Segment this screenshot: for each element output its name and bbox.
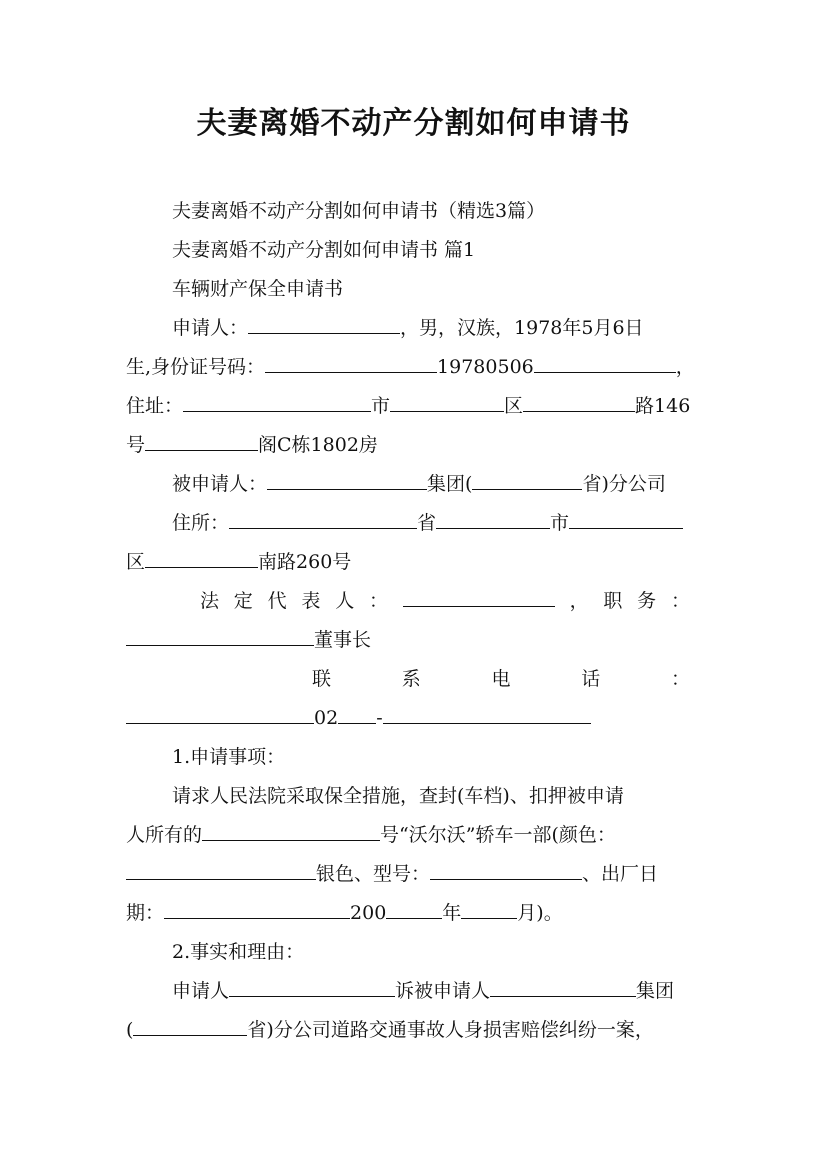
applicant-blank	[229, 978, 395, 997]
phone-dash: -	[376, 707, 383, 729]
respondent-blank-1	[267, 471, 427, 490]
section2-text: 诉被申请人	[395, 980, 491, 1002]
phone-char: 系	[401, 668, 421, 690]
id-label: 生,身份证号码：	[126, 356, 266, 378]
phone-number-line	[126, 705, 706, 731]
respondent-road: 南路260号	[258, 551, 352, 573]
legal-rep-char: 代	[267, 590, 287, 612]
respondent-group: 集团(	[427, 473, 473, 495]
section1-text: 、出厂日	[582, 863, 659, 885]
date-blank-3	[461, 900, 517, 919]
applicant-address-line	[126, 393, 706, 419]
respondent-city: 市	[550, 512, 570, 534]
date-blank-2	[386, 900, 442, 919]
date-blank-1	[164, 900, 350, 919]
phone-label-line	[312, 666, 690, 692]
section1-text: 银色、型号：	[316, 863, 431, 885]
address-num: 号	[126, 434, 146, 456]
phone-char: ：	[670, 668, 690, 690]
phone-char: 电	[491, 668, 511, 690]
address-label: 住址：	[126, 395, 184, 417]
respondent-line	[126, 471, 752, 497]
section2-line-1	[126, 978, 752, 1004]
section2-text: (	[126, 1019, 134, 1041]
doc-subtitle: 车辆财产保全申请书	[172, 278, 344, 300]
applicant-name-blank	[248, 315, 400, 334]
post-char: 务	[637, 590, 657, 612]
respondent-address-line-2	[126, 549, 706, 575]
legal-rep-char: ：	[368, 590, 388, 612]
section1-text: 人所有的	[126, 824, 203, 846]
model-blank	[430, 861, 582, 880]
phone-blank-1	[126, 705, 314, 724]
respondent-province: 省	[417, 512, 437, 534]
legal-rep-char: 定	[233, 590, 253, 612]
legal-rep-title-line	[126, 627, 706, 653]
phone-char: 联	[312, 668, 332, 690]
respondent-address-blank-1	[229, 510, 417, 529]
phone-blank-2	[338, 705, 376, 724]
respondent-address-label: 住所：	[172, 512, 230, 534]
applicant-line	[126, 315, 752, 341]
id-comma: ，	[675, 356, 695, 378]
respondent-address-blank-3	[569, 510, 683, 529]
section1-text: 期：	[126, 902, 165, 924]
document-title: 夫妻离婚不动产分割如何申请书	[196, 106, 631, 141]
applicant-address-line-2	[126, 432, 706, 458]
address-blank-4	[145, 432, 258, 451]
respondent-address-line	[126, 510, 752, 536]
address-road: 路146	[635, 395, 691, 417]
legal-rep-char: 人	[335, 590, 355, 612]
section1-text: 月)。	[517, 902, 563, 924]
section2-text: 集团	[636, 980, 675, 1002]
phone-code: 02	[314, 707, 339, 729]
id-blank-1	[265, 354, 437, 373]
section2-text: 申请人	[172, 980, 230, 1002]
section1-text: 号“沃尔沃”轿车一部(颜色：	[380, 824, 616, 846]
respondent-blank-2	[472, 471, 582, 490]
legal-rep-blank	[403, 588, 555, 607]
address-blank-1	[183, 393, 371, 412]
legal-rep-char: 表	[301, 590, 321, 612]
intro-line-2: 夫妻离婚不动产分割如何申请书 篇1	[172, 239, 476, 261]
post-blank	[126, 627, 314, 646]
legal-rep-line	[200, 588, 690, 614]
respondent-address-blank-4	[145, 549, 258, 568]
applicant-id-line	[126, 354, 706, 380]
section1-line-2	[126, 822, 706, 848]
respondent-branch: 省)分公司	[582, 473, 666, 495]
section1-text: 200	[350, 902, 387, 924]
section1-line-4	[126, 900, 706, 926]
phone-blank-3	[383, 705, 591, 724]
color-blank	[126, 861, 316, 880]
respondent-label: 被申请人：	[172, 473, 268, 495]
section2-line-2	[126, 1017, 706, 1043]
applicant-label: 申请人：	[172, 317, 249, 339]
respondent-blank	[490, 978, 636, 997]
section2-heading: 2.事实和理由：	[172, 941, 305, 963]
respondent-district: 区	[126, 551, 146, 573]
section2-text: 省)分公司道路交通事故人身损害赔偿纠纷一案，	[247, 1019, 654, 1041]
post-char: ，	[569, 590, 589, 612]
applicant-info: ，男，汉族，1978年5月6日	[400, 317, 644, 339]
section1-heading: 1.申请事项：	[172, 746, 286, 768]
respondent-address-blank-2	[436, 510, 550, 529]
address-building: 阁C栋1802房	[258, 434, 378, 456]
legal-rep-char: 法	[200, 590, 220, 612]
id-middle: 19780506	[437, 356, 534, 378]
province-blank	[133, 1017, 247, 1036]
section1-text: 年	[442, 902, 462, 924]
id-blank-2	[534, 354, 676, 373]
post-char: ：	[670, 590, 690, 612]
post-title: 董事长	[314, 629, 372, 651]
section1-line-3	[126, 861, 706, 887]
intro-line-1: 夫妻离婚不动产分割如何申请书（精选3篇）	[172, 200, 546, 222]
post-char: 职	[603, 590, 623, 612]
address-district: 区	[504, 395, 524, 417]
address-city: 市	[371, 395, 391, 417]
section1-line-1: 请求人民法院采取保全措施，查封(车档)、扣押被申请	[172, 785, 624, 807]
phone-char: 话	[581, 668, 601, 690]
address-blank-3	[523, 393, 635, 412]
plate-blank	[202, 822, 380, 841]
address-blank-2	[390, 393, 504, 412]
